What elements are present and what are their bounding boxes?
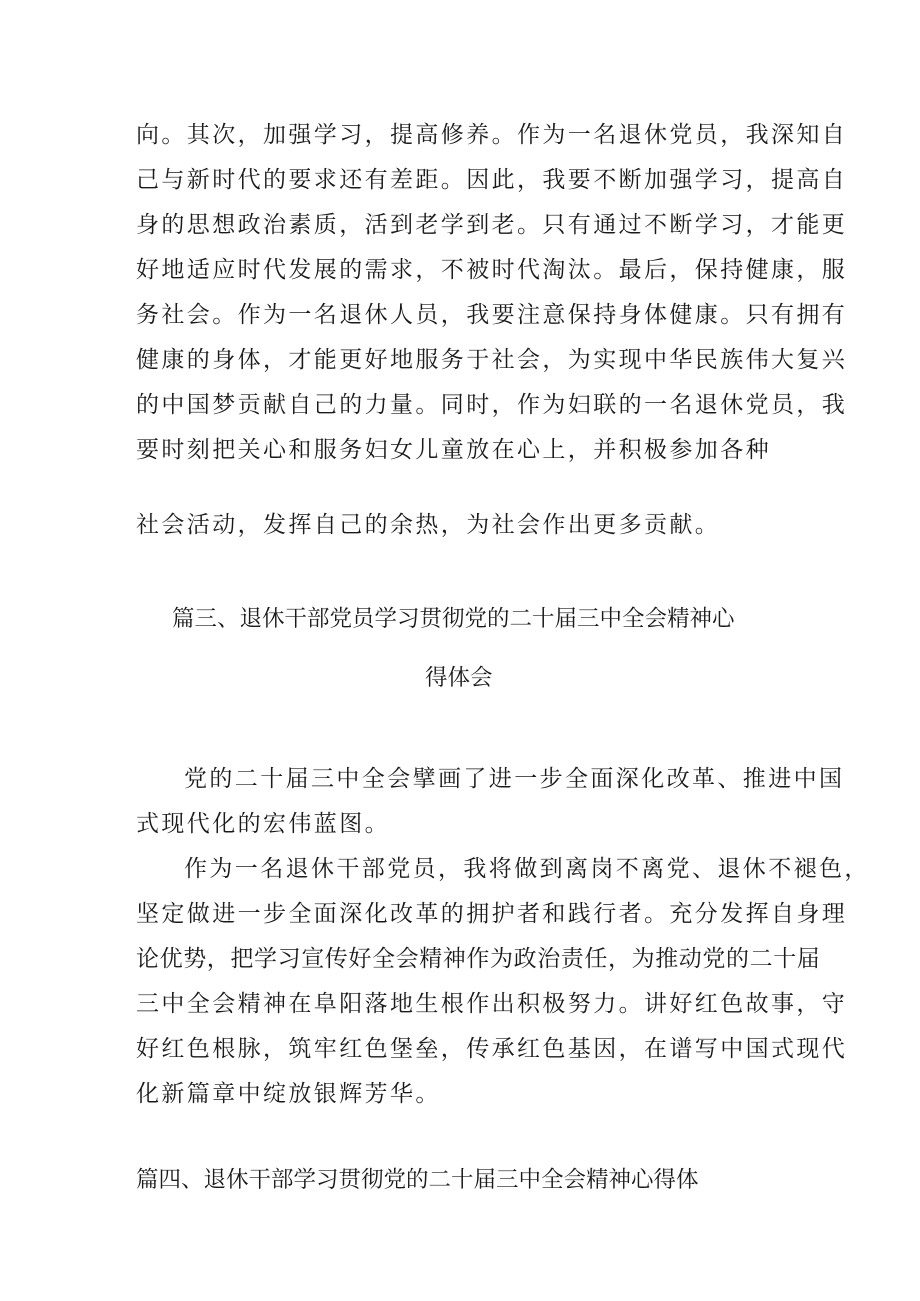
paragraph-line: 务社会。作为一名退休人员，我要注意保持身体健康。只有拥有 <box>136 302 848 328</box>
section-four-title: 篇四、退休干部学习贯彻党的二十届三中全会精神心得体 <box>136 1167 699 1193</box>
paragraph-line: 党的二十届三中全会擘画了进一步全面深化改革、推进中国 <box>184 766 845 792</box>
paragraph-line: 的中国梦贡献自己的力量。同时，作为妇联的一名退休党员，我 <box>136 392 848 418</box>
section-three-paragraph-2 <box>136 847 870 1117</box>
paragraph-line: 要时刻把关心和服务妇女儿童放在心上，并积极参加各种 <box>136 437 771 463</box>
paragraph-line: 健康的身体，才能更好地服务于社会，为实现中华民族伟大复兴 <box>136 347 848 373</box>
paragraph-line: 式现代化的宏伟蓝图。 <box>136 811 390 837</box>
section-three-title: 篇三、退休干部党员学习贯彻党的二十届三中全会精神心 <box>172 606 735 632</box>
paragraph-line: 身的思想政治素质，活到老学到老。只有通过不断学习，才能更 <box>136 212 848 238</box>
section-three-title-cont: 得体会 <box>425 665 493 691</box>
paragraph-line: 社会活动，发挥自己的余热，为社会作出更多贡献。 <box>136 512 721 538</box>
continuation-paragraph <box>136 113 848 473</box>
paragraph-line: 向。其次，加强学习，提高修养。作为一名退休党员，我深知自 <box>136 122 848 148</box>
paragraph-line: 好地适应时代发展的需求，不被时代淘汰。最后，保持健康，服 <box>136 257 848 283</box>
continuation-tail <box>136 503 796 548</box>
paragraph-line: 好红色根脉，筑牢红色堡垒，传承红色基因，在谱写中国式现代 <box>136 1036 848 1062</box>
section-three-paragraph-1 <box>136 757 845 847</box>
paragraph-line: 作为一名退休干部党员，我将做到离岗不离党、退休不褪色， <box>184 856 870 882</box>
paragraph-line: 化新篇章中绽放银辉芳华。 <box>136 1081 441 1107</box>
paragraph-line: 三中全会精神在阜阳落地生根作出积极努力。讲好红色故事，守 <box>136 991 848 1017</box>
paragraph-line: 己与新时代的要求还有差距。因此，我要不断加强学习，提高自 <box>136 167 848 193</box>
paragraph-line: 论优势，把学习宣传好全会精神作为政治责任，为推动党的二十届 <box>136 946 821 972</box>
paragraph-line: 坚定做进一步全面深化改革的拥护者和践行者。充分发挥自身理 <box>136 901 848 927</box>
